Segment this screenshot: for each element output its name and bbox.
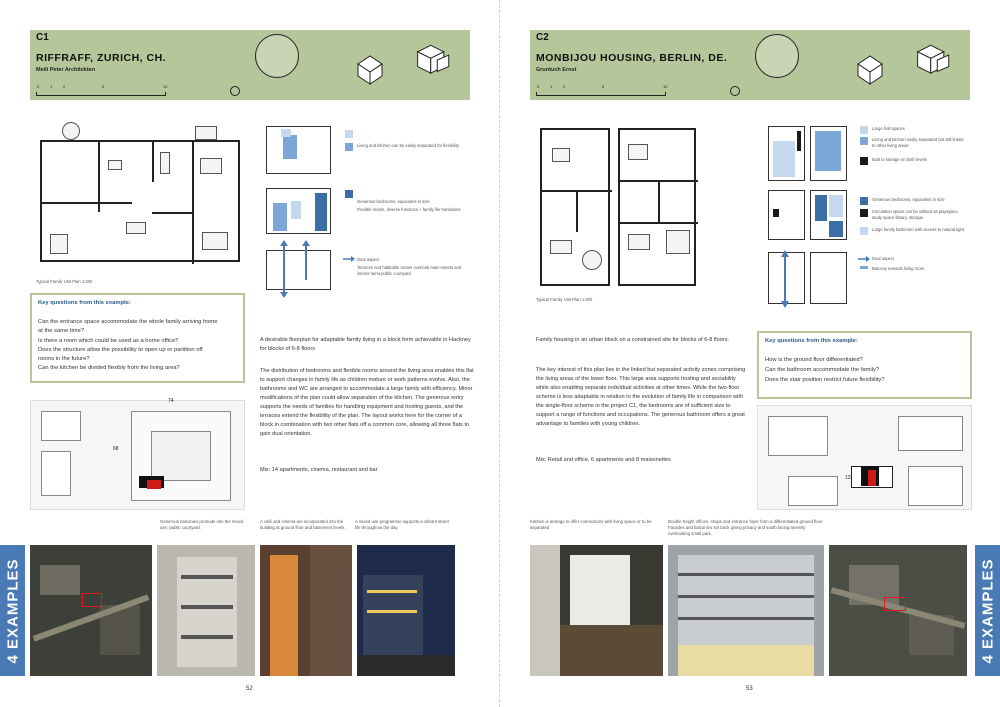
scale-bar [36,84,168,96]
key-question: Can the kitchen be divided flexibly from the living area? [38,365,180,371]
legend-swatch [860,209,868,217]
key-question: How is the ground floor differentiated? [765,357,863,363]
photo-caption: Double height offices, shops and entrance foyer form a differentiated ground floor. Facades and balconies set back giving privacy and south facing amenity overlooking small park. [668,519,824,536]
body-paragraph: The key interest of this plan lies in the linked but separated activity zones comprising the living areas of the lower floor. This large area supports hosting and sociability while also enabling separate individual activities at other times. While the two-floor scheme is less adaptable in relation to the evolution of family life in comparison with the single-floor scheme in the project C1, the bedrooms are of sufficient size to support a range of functions and occupations. The generous bathroom offers a great advantage to families with young children. [536,367,746,427]
scale-label: 0 [37,84,40,89]
floor-plan-lower [540,128,610,286]
diagram-bedrooms [768,190,805,240]
isometric-block-icon [408,42,460,78]
legend-swatch [860,227,868,235]
diagram-living [266,126,331,174]
legend-swatch [860,266,868,269]
key-questions-box [30,293,245,383]
key-questions-box [757,331,972,399]
diagram-note: Terraces and habitable rooms overlook main streets and interior semi-public courtyard [357,265,462,276]
scale-label: 0 [537,84,540,89]
page-right [500,0,1000,707]
map-dimension: 13 [845,475,851,481]
key-question: at the same time? [38,328,85,334]
body-mix: Mix: 14 apartments, cinema, restaurant and bar [260,467,378,473]
floor-plan [40,140,240,262]
key-question: Can the bathroom accommodate the family? [765,367,880,373]
project-architect: Gruntuch Ernst [536,67,577,73]
diagram-note: Generous bedrooms, equivalent in size [357,199,430,204]
location-diagram-icon [255,34,299,78]
legend-swatch [860,157,868,165]
diagram-bedrooms-upper [810,190,847,240]
diagram-note: Generous bedrooms, equivalent in size [872,197,945,202]
diagram-note: Large family bathroom with access to natural light. [872,227,966,232]
key-question: Can the entrance space accommodate the whole family arriving home [38,319,218,325]
scale-label: 5 [102,84,105,89]
project-banner-c1 [30,30,470,100]
kitchen-photo [530,545,663,676]
key-question: Does the stair position restrict future flexibility? [765,377,885,383]
project-title: MONBIJOU HOUSING, BERLIN, DE. [536,52,728,64]
section-tab-label: 4 EXAMPLES [979,557,996,664]
isometric-block-icon [908,42,960,78]
section-tab [975,545,1000,676]
body-intro: Family housing in an urban block on a constrained site for blocks of 6-8 floors. [536,337,730,343]
arrow-legend-icon [858,255,870,263]
legend-swatch [345,143,353,151]
scale-label: 1 [50,84,53,89]
dual-aspect-arrows-icon [276,240,326,298]
scale-label: 10 [663,84,668,89]
legend-swatch [860,126,868,134]
scale-label: 2 [63,84,66,89]
project-code: C2 [536,32,549,43]
scale-label: 1 [550,84,553,89]
body-paragraph: The distribution of bedrooms and flexible rooms around the living area enables this flat to support changes in family life as children mature or work patterns evolve. Also, the bathrooms and WC are arranged to accommodate a large family with efficiency. Minor modifications of the plan could allow separation of the kitchen. The generous entry supports the needs of families for handling equipment and hosting guests, and the terraces extend the flexibility of the plan. The layout works here for the corner of a block in combination with two other flats off a common core, allowing all three flats to gain dual orientation. [260,368,474,437]
diagram-note: Large hall spaces [872,126,905,131]
body-intro: A desirable floorplan for adaptable family living in a block form achievable in Hackney for blocks of 6-8 floors [260,337,471,352]
section-tab [0,545,25,676]
terrace-furniture [195,126,217,140]
diagram-bedrooms [266,188,331,234]
project-title: RIFFRAFF, ZURICH, CH. [36,52,167,64]
site-map [757,405,972,510]
key-questions-title: Key questions from this example: [765,338,858,344]
arrow-legend-icon [343,255,355,263]
body-mix: Mix: Retail and office, 6 apartments and 8 maisonettes [536,457,671,463]
key-question: rooms in the future? [38,356,90,362]
diagram-note: Circulation space can be utilised as playspace, study space library, storage. [872,209,959,220]
diagram-note: Living and kitchen easily separated but still linked to other living areas [872,137,964,148]
street-night-photo [357,545,455,676]
project-code: C1 [36,32,49,43]
building-photo [157,545,255,676]
scale-bar [536,84,668,96]
legend-swatch [345,190,353,198]
diagram-note: Flexible rooms, diverse functions + family life transitions [357,207,461,212]
project-banner-c2 [530,30,970,100]
plan-caption: Typical Family Unit Plan 1:200 [36,279,93,284]
photo-caption: A mixed use programme supports a vibrant street life throughout the day. [355,519,449,530]
map-dimension: 68 [113,446,119,452]
page-number: 52 [246,686,253,692]
map-dimension: 74 [168,398,174,404]
diagram-aspect-upper [810,252,847,304]
floor-plan-upper [618,128,696,286]
project-architect: Meili Peter Architekten [36,67,96,73]
legend-swatch [345,130,353,138]
key-questions-title: Key questions from this example: [38,300,131,306]
aerial-photo [30,545,152,676]
photo-caption: Generous balconies protrude into the mixed use, public courtyard. [160,519,244,530]
legend-swatch [860,197,868,205]
photo-caption: Kitchen is arrange to offer connections with living space or to be separated [530,519,652,530]
dual-aspect-arrows-icon [770,250,800,308]
legend-swatch [860,137,868,145]
diagram-note: Dual aspect [872,256,895,261]
isometric-block-icon [856,50,908,86]
diagram-living [810,126,847,181]
diagram-note: Built in storage on both levels [872,157,927,162]
north-arrow-icon [230,86,240,96]
isometric-block-icon [356,50,408,86]
diagram-note: Dual aspect [357,257,380,262]
site-map [30,400,245,510]
photo-caption: A café and cinema are incorporated into the building at ground floor and basement levels. [260,519,346,530]
facade-photo [668,545,824,676]
diagram-note: Balcony extends living room. [872,266,926,271]
aerial-photo [829,545,967,676]
key-question: Is there a room which could be used as a home office? [38,338,179,344]
scale-label: 10 [163,84,168,89]
terrace-table [62,122,80,140]
scale-label: 2 [563,84,566,89]
key-question: Does the structure allow the possibility to open up or partition off [38,347,203,353]
page-number: 53 [746,686,753,692]
location-diagram-icon [755,34,799,78]
cafe-photo [260,545,352,676]
section-tab-label: 4 EXAMPLES [4,557,21,664]
plan-caption: Typical Family Unit Plan 1:200 [536,297,593,302]
north-arrow-icon [730,86,740,96]
diagram-hall [768,126,805,181]
scale-label: 5 [602,84,605,89]
diagram-note: Living and kitchen can be easily separated for flexibility [357,143,459,148]
